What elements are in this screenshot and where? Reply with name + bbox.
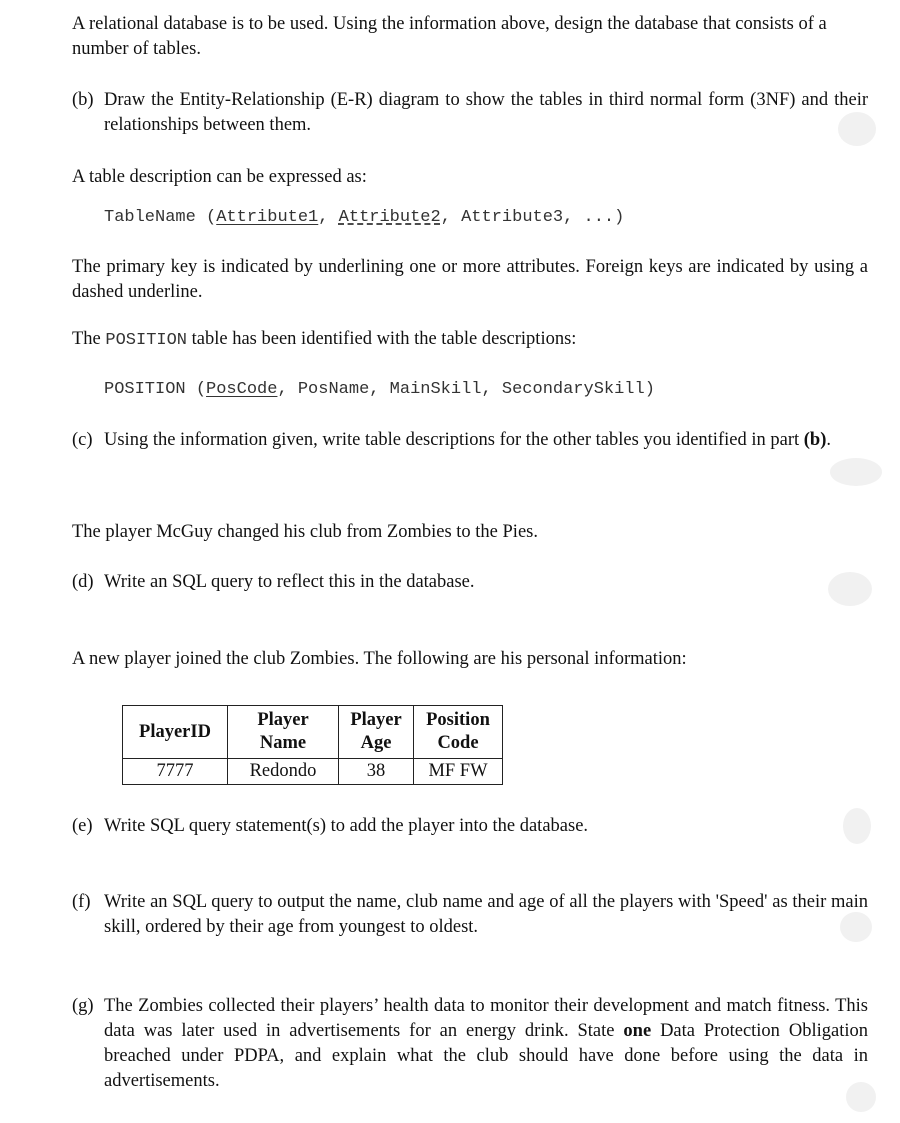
- club-change-paragraph: The player McGuy changed his club from Zombies to the Pies.: [72, 522, 538, 542]
- intro-paragraph: A relational database is to be used. Using the information above, design the database that consists of a number of tables.: [72, 14, 827, 59]
- position-intro-code: POSITION: [105, 331, 188, 350]
- question-g: [72, 994, 868, 1094]
- question-e-text: Write SQL query statement(s) to add the player into the database.: [104, 816, 589, 836]
- example-open-paren: (: [195, 208, 217, 227]
- example-rest: , Attribute3, ...): [440, 208, 625, 227]
- header-position-code: Position Code: [414, 706, 503, 759]
- question-d-label: (d): [72, 572, 94, 592]
- question-g-text: [104, 994, 868, 1094]
- cell-position-code: MF FW: [414, 759, 503, 785]
- question-f-text: Write an SQL query to output the name, club name and age of all the players with 'Speed' as their main skill, ordered by their age from youngest to oldest.: [104, 892, 868, 937]
- header-player-age: Player Age: [339, 706, 414, 759]
- position-intro: [72, 327, 872, 353]
- question-b-label: (b): [72, 90, 94, 110]
- position-rest: , PosName, MainSkill, SecondarySkill): [277, 380, 655, 399]
- cell-player-age: 38: [339, 759, 414, 785]
- erased-mark-smudge: [846, 1082, 876, 1112]
- position-intro-pre: The: [72, 329, 106, 349]
- erased-mark-smudge: [838, 112, 876, 146]
- question-f: [72, 890, 868, 940]
- cell-player-id: 7777: [123, 759, 228, 785]
- position-intro-post: table has been identified with the table descriptions:: [187, 329, 577, 349]
- erased-mark-smudge: [843, 808, 871, 844]
- position-table-description: [104, 377, 655, 402]
- position-table-name: POSITION: [104, 380, 186, 399]
- question-c-text-post: .: [826, 430, 831, 450]
- question-d: [72, 570, 868, 595]
- question-e-label: (e): [72, 816, 93, 836]
- erased-mark-smudge: [828, 572, 872, 606]
- key-note-paragraph: The primary key is indicated by underlining one or more attributes. Foreign keys are indicated by using a dashed underline.: [72, 257, 868, 302]
- question-b: [72, 88, 868, 138]
- example-table-name: TableName: [104, 208, 196, 227]
- question-c: [72, 428, 868, 453]
- question-d-text: Write an SQL query to reflect this in the database.: [104, 572, 475, 592]
- question-g-text-post: Data Protection Obligation breached under PDPA, and explain what the club should have done before using the data in advertisements.: [104, 1021, 868, 1091]
- table-description-intro: A table description can be expressed as:: [72, 167, 367, 187]
- question-e: [72, 814, 868, 839]
- cell-player-name: Redondo: [228, 759, 339, 785]
- header-player-id: PlayerID: [123, 706, 228, 759]
- erased-mark-smudge: [840, 912, 872, 942]
- position-open-paren: (: [185, 380, 207, 399]
- erased-mark-smudge: [830, 458, 882, 486]
- example-attribute1-primary-key: Attribute1: [216, 208, 319, 227]
- table-description-example: [104, 205, 624, 230]
- question-c-text-bold: (b): [803, 430, 827, 450]
- example-attribute2-foreign-key: Attribute2: [338, 208, 441, 227]
- question-f-label: (f): [72, 892, 91, 912]
- question-b-text: Draw the Entity-Relationship (E-R) diagram to show the tables in third normal form (3NF) and their relationships between them.: [104, 90, 868, 135]
- question-g-text-bold: one: [623, 1021, 652, 1041]
- example-separator: ,: [318, 208, 339, 227]
- question-g-label: (g): [72, 996, 94, 1016]
- question-c-label: (c): [72, 430, 93, 450]
- player-table: [122, 705, 503, 785]
- question-c-text: [104, 428, 868, 453]
- question-g-text-pre: The Zombies collected their players’ health data to monitor their development and match fitness. This data was later used in advertisements for an energy drink. State: [104, 996, 868, 1041]
- player-table-header-row: [123, 706, 503, 759]
- question-c-text-pre: Using the information given, write table descriptions for the other tables you identified in part: [104, 430, 804, 450]
- new-player-intro: A new player joined the club Zombies. The following are his personal information:: [72, 649, 687, 669]
- table-row: [123, 759, 503, 785]
- position-primary-key: PosCode: [206, 380, 278, 399]
- header-player-name: Player Name: [228, 706, 339, 759]
